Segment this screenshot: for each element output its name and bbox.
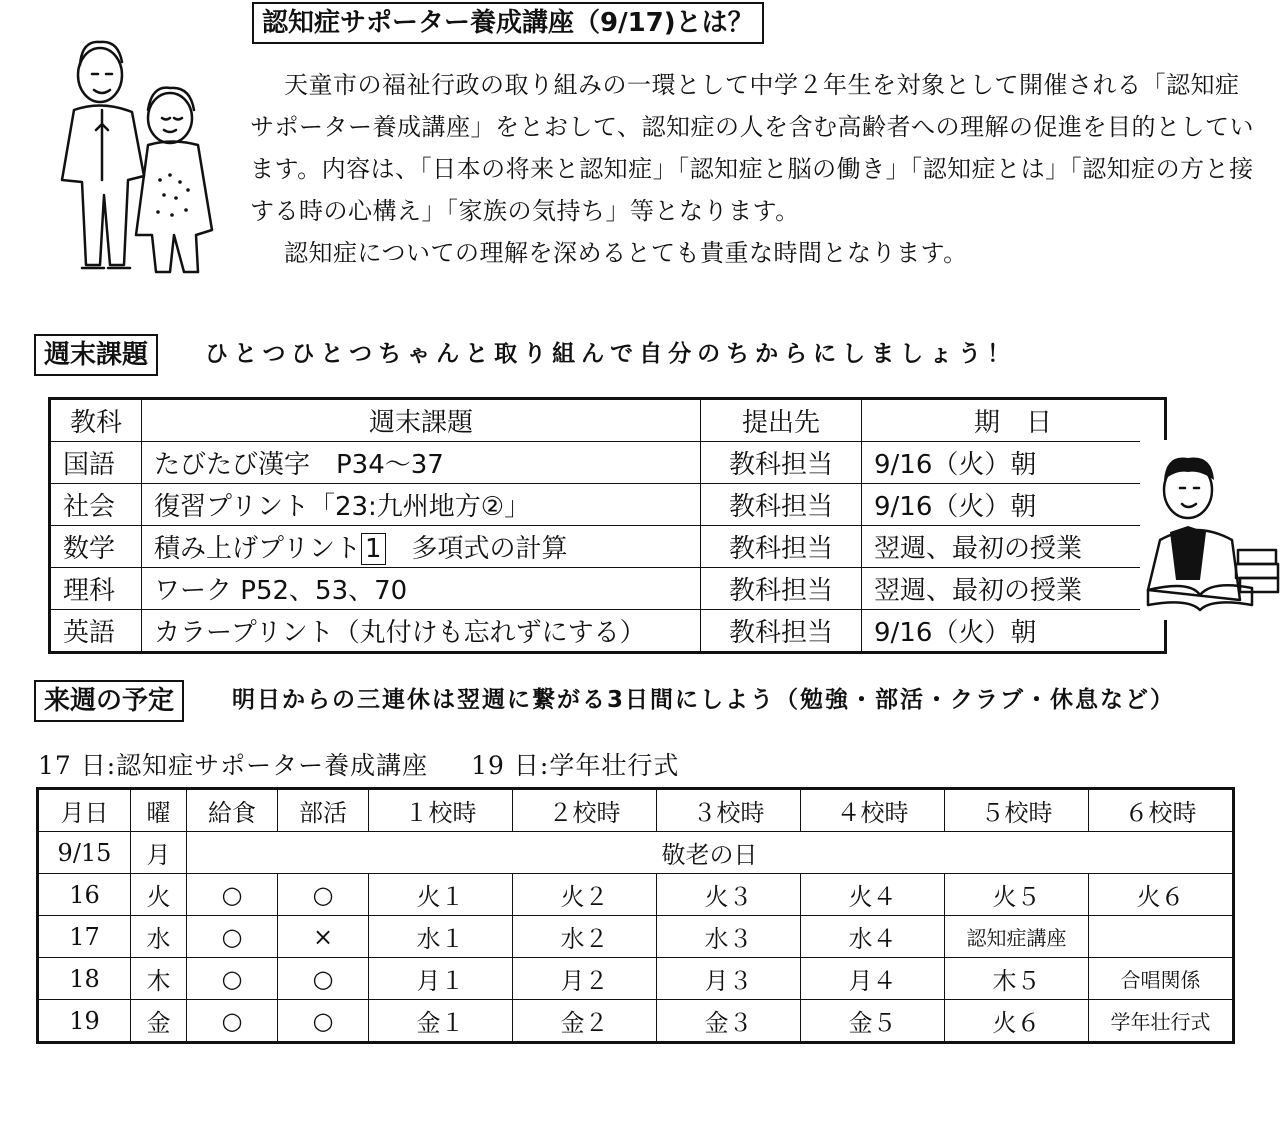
schedule-table [36,787,1235,1044]
lunch-cell: ○ [187,1000,278,1043]
period-cell: 水４ [801,916,945,958]
date-cell: 17 [38,916,131,958]
period-cell: 月２ [513,958,657,1000]
period-cell: 金２ [513,1000,657,1043]
period-cell: 火４ [801,874,945,916]
header-period-4: ４校時 [801,789,945,832]
homework-table [48,397,1167,654]
header-club: 部活 [278,789,369,832]
period-cell: 木５ [945,958,1089,1000]
period-cell: 認知症講座 [945,916,1089,958]
table-row [38,1000,1234,1043]
club-cell: × [278,916,369,958]
day-cell: 火 [131,874,187,916]
due-cell: 9/16（火）朝 [862,610,1166,653]
table-row [50,484,1166,526]
period-cell [1089,916,1234,958]
task-text: 積み上げプリント [154,534,361,564]
homework-subtitle: ひとつひとつちゃんと取り組んで自分のちからにしましょう！ [205,341,1017,367]
due-cell: 翌週、最初の授業 [862,568,1166,610]
table-row [38,958,1234,1000]
period-cell: 金３ [657,1000,801,1043]
subject-cell: 数学 [50,526,142,568]
submit-cell: 教科担当 [701,568,862,610]
task-text-post: 多項式の計算 [385,534,568,564]
table-row [38,916,1234,958]
club-cell: ○ [278,958,369,1000]
period-cell: 月３ [657,958,801,1000]
boxed-number: 1 [361,533,386,565]
intro-text [250,64,1260,274]
event-item: 19 日:学年壮行式 [471,751,680,780]
due-cell: 9/16（火）朝 [862,484,1166,526]
day-cell: 水 [131,916,187,958]
elderly-couple-illustration [52,30,222,280]
intro-paragraph-1: 天童市の福祉行政の取り組みの一環として中学２年生を対象として開催される「認知症サポーター養成講座」をとおして、認知症の人を含む高齢者への理解の促進を目的としています。内容は、「日本の将来と認知症」「認知症と脳の働き」「認知症とは」「認知症の方と接する時の心構え」「家族の気持ち」等となります。 [250,71,1255,225]
header-submit: 提出先 [701,399,862,442]
due-cell: 翌週、最初の授業 [862,526,1166,568]
header-period-1: １校時 [369,789,513,832]
subject-cell: 国語 [50,442,142,484]
table-row [50,442,1166,484]
period-cell: 月１ [369,958,513,1000]
day-cell: 木 [131,958,187,1000]
lunch-cell: ○ [187,916,278,958]
date-cell: 9/15 [38,832,131,874]
task-cell: 復習プリント「23:九州地方②」 [142,484,701,526]
next-week-subtitle: 明日からの三連休は翌週に繋がる3日間にしよう（勉強・部活・クラブ・休息など） [232,687,1176,713]
header-task: 週末課題 [142,399,701,442]
period-cell: 金５ [801,1000,945,1043]
period-cell: 学年壮行式 [1089,1000,1234,1043]
submit-cell: 教科担当 [701,610,862,653]
holiday-row [38,832,1234,874]
period-cell: 火２ [513,874,657,916]
period-cell: 火１ [369,874,513,916]
due-cell: 9/16（火）朝 [862,442,1166,484]
period-cell: 水３ [657,916,801,958]
day-cell: 金 [131,1000,187,1043]
period-cell: 合唱関係 [1089,958,1234,1000]
period-cell: 水１ [369,916,513,958]
holiday-label: 敬老の日 [187,832,1234,874]
lunch-cell: ○ [187,958,278,1000]
header-lunch: 給食 [187,789,278,832]
subject-cell: 社会 [50,484,142,526]
schedule-header-row [38,789,1234,832]
events-line [38,746,713,782]
submit-cell: 教科担当 [701,442,862,484]
period-cell: 火６ [945,1000,1089,1043]
header-date: 月日 [38,789,131,832]
period-cell: 金１ [369,1000,513,1043]
club-cell: ○ [278,874,369,916]
header-period-5: ５校時 [945,789,1089,832]
student-reading-illustration [1140,440,1280,620]
table-row [50,610,1166,653]
table-row [38,874,1234,916]
task-cell: ワーク P52、53、70 [142,568,701,610]
period-cell: 火５ [945,874,1089,916]
header-period-6: ６校時 [1089,789,1234,832]
task-cell: たびたび漢字 P34～37 [142,442,701,484]
period-cell: 火３ [657,874,801,916]
club-cell: ○ [278,1000,369,1043]
intro-title: 認知症サポーター養成講座（9/17)とは？ [252,2,764,44]
table-row [50,526,1166,568]
period-cell: 月４ [801,958,945,1000]
event-item: 17 日:認知症サポーター養成講座 [38,751,429,780]
task-cell: カラープリント（丸付けも忘れずにする） [142,610,701,653]
header-subject: 教科 [50,399,142,442]
header-day: 曜 [131,789,187,832]
header-period-3: ３校時 [657,789,801,832]
homework-header-row [50,399,1166,442]
lunch-cell: ○ [187,874,278,916]
header-period-2: ２校時 [513,789,657,832]
intro-paragraph-2: 認知症についての理解を深めるとても貴重な時間となります。 [284,239,968,267]
day-cell: 月 [131,832,187,874]
submit-cell: 教科担当 [701,526,862,568]
period-cell: 水２ [513,916,657,958]
subject-cell: 英語 [50,610,142,653]
period-cell: 火６ [1089,874,1234,916]
task-cell [142,526,701,568]
table-row [50,568,1166,610]
submit-cell: 教科担当 [701,484,862,526]
next-week-title: 来週の予定 [34,680,184,722]
homework-title: 週末課題 [34,334,158,376]
header-due: 期 日 [862,399,1166,442]
date-cell: 16 [38,874,131,916]
date-cell: 19 [38,1000,131,1043]
date-cell: 18 [38,958,131,1000]
subject-cell: 理科 [50,568,142,610]
